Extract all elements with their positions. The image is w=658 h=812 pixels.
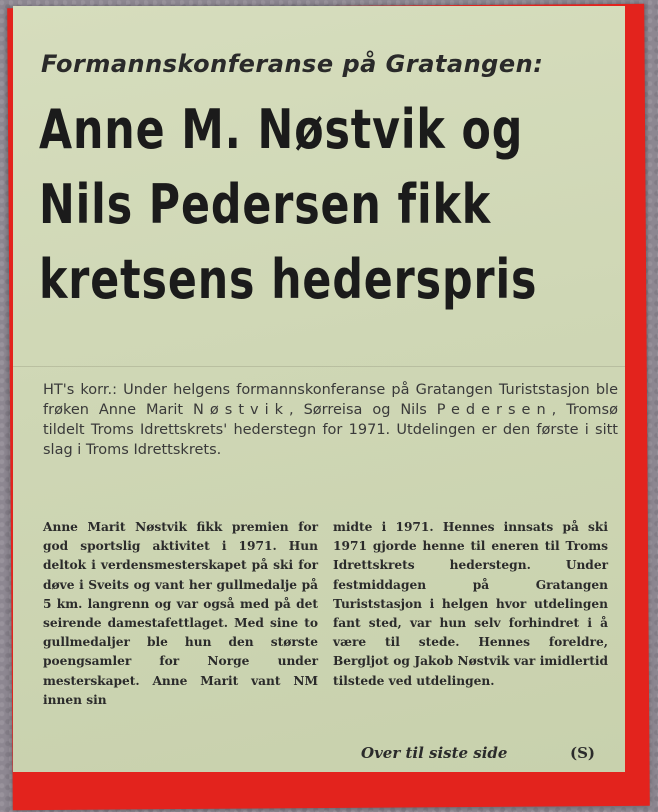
ingress-text: , Tromsø tildelt Troms Idrettskrets' hederstegn for 1971. Utdelingen er den første i sitt slag i Troms Idrettskrets. [43,402,618,458]
continued-note: Over til siste side [361,744,508,762]
newspaper-clipping [13,6,625,772]
headline [39,92,549,317]
ingress-name: Nøstvik [193,402,290,418]
ingress [43,380,618,460]
headline-line: Nils Pedersen fikk [39,173,492,236]
ingress-text: , Sørreisa og Nils [289,402,437,418]
kicker: Formannskonferanse på Gratangen: [41,50,544,78]
headline-line: Anne M. Nøstvik og [39,98,524,161]
ingress-text: HT's korr.: Under helgens formannskonferanse på Gratangen Turiststasjon ble frøken Anne Marit [43,382,618,418]
headline-line: kretsens hederspris [39,248,538,311]
paper-fold [13,366,625,367]
body-column-left: Anne Marit Nøstvik fikk premien for god sportslig aktivitet i 1971. Hun deltok i verdensmesterskapet på ski for døve i Sveits og vant her gullmedalje på 5 km. langrenn og var også med på det seirende damestafettlaget. Med sine to gullmedaljer ble hun den største poengsamler for Norge under mesterskapet. Anne Marit vant NM innen sin [43,520,318,707]
body-column-right: midte i 1971. Hennes innsats på ski 1971 gjorde henne til eneren til Troms Idrettskrets hederstegn. Under festmiddagen på Gratangen Turiststasjon i helgen hvor utdelingen fant sted, var hun selv forhindret i å være til stede. Hennes foreldre, Bergljot og Jakob Nøstvik var imidlertid tilstede ved utdelingen. [333,520,608,688]
page-reference: (S) [570,744,596,762]
ingress-name: Pedersen [436,402,552,418]
